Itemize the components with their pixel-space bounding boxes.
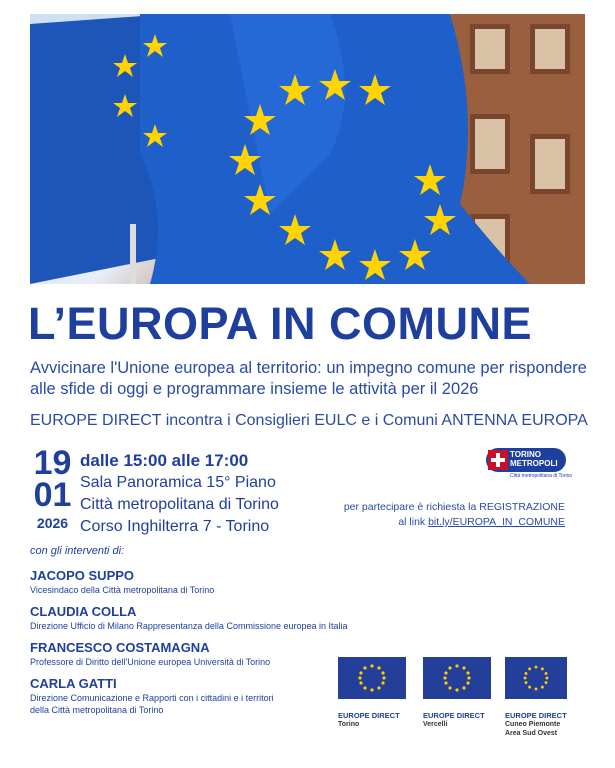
europe-direct-cuneo — [505, 657, 575, 738]
date-day: 19 — [33, 444, 72, 482]
eu-flags-illustration — [30, 14, 585, 284]
meeting-line: EUROPE DIRECT incontra i Consiglieri EULC e i Comuni ANTENNA EUROPA — [30, 412, 588, 429]
venue-address: Corso Inghilterra 7 - Torino — [80, 518, 270, 535]
eu-flag-icon — [423, 657, 491, 699]
ed-label: EUROPE DIRECT — [505, 711, 567, 720]
speaker-name: CARLA GATTI — [30, 676, 117, 691]
event-date — [30, 444, 75, 531]
speaker-role: Professore di Diritto dell'Unione europea Università di Torino — [30, 657, 271, 667]
logo-caption: Città metropolitana di Torino — [510, 473, 573, 479]
eu-flag-icon — [338, 657, 406, 699]
subtitle: Avvicinare l'Unione europea al territorio: un impegno comune per rispondere alle sfide di oggi e programmare insieme le attività per il 2026 — [30, 359, 587, 398]
ed-label: EUROPE DIRECT — [423, 711, 485, 720]
speaker-role: Vicesindaco della Città metropolitana di Torino — [30, 585, 215, 595]
speaker-item — [30, 676, 274, 716]
registration-text: per partecipare è richiesta la REGISTRAZIONE — [343, 501, 565, 513]
speaker-name: JACOPO SUPPO — [30, 568, 135, 583]
speaker-role: Direzione Ufficio di Milano Rappresentanza della Commissione europea in Italia — [30, 621, 348, 631]
europe-direct-vercelli — [423, 657, 493, 729]
ed-city: Vercelli — [423, 721, 448, 728]
page-title: L’EUROPA IN COMUNE — [28, 298, 533, 349]
registration-info — [330, 500, 565, 530]
speaker-name: FRANCESCO COSTAMAGNA — [30, 640, 210, 655]
speaker-item — [30, 640, 270, 668]
registration-link[interactable]: bit.ly/EUROPA_IN_COMUNE — [428, 516, 565, 528]
date-month: 01 — [33, 476, 72, 514]
logo-text: TORINO METROPOLI — [510, 450, 558, 468]
ed-label: EUROPE DIRECT — [338, 711, 400, 720]
ed-city: Cuneo Piemonte — [505, 721, 561, 728]
torino-metropoli-logo — [486, 448, 573, 480]
date-year: 2026 — [36, 515, 69, 531]
speaker-role-cont: della Città metropolitana di Torino — [30, 705, 164, 715]
venue-block — [80, 450, 279, 538]
speaker-item — [30, 568, 214, 596]
speaker-name: CLAUDIA COLLA — [30, 604, 137, 619]
venue-org: Città metropolitana di Torino — [80, 496, 279, 513]
speaker-role: Direzione Comunicazione e Rapporti con i cittadini e i territori — [30, 693, 274, 703]
eu-flag-icon — [505, 657, 567, 699]
ed-city-cont: Area Sud Ovest — [505, 730, 558, 737]
venue-room: Sala Panoramica 15° Piano — [80, 474, 276, 491]
event-time: dalle 15:00 alle 17:00 — [80, 451, 249, 470]
cross-flag-icon — [488, 450, 508, 470]
speaker-item — [30, 604, 348, 632]
ed-city: Torino — [338, 721, 360, 728]
link-prefix: al link — [398, 516, 429, 528]
europe-direct-torino — [338, 657, 408, 729]
speakers-intro: con gli interventi di: — [30, 545, 125, 557]
hero-image — [30, 14, 585, 284]
